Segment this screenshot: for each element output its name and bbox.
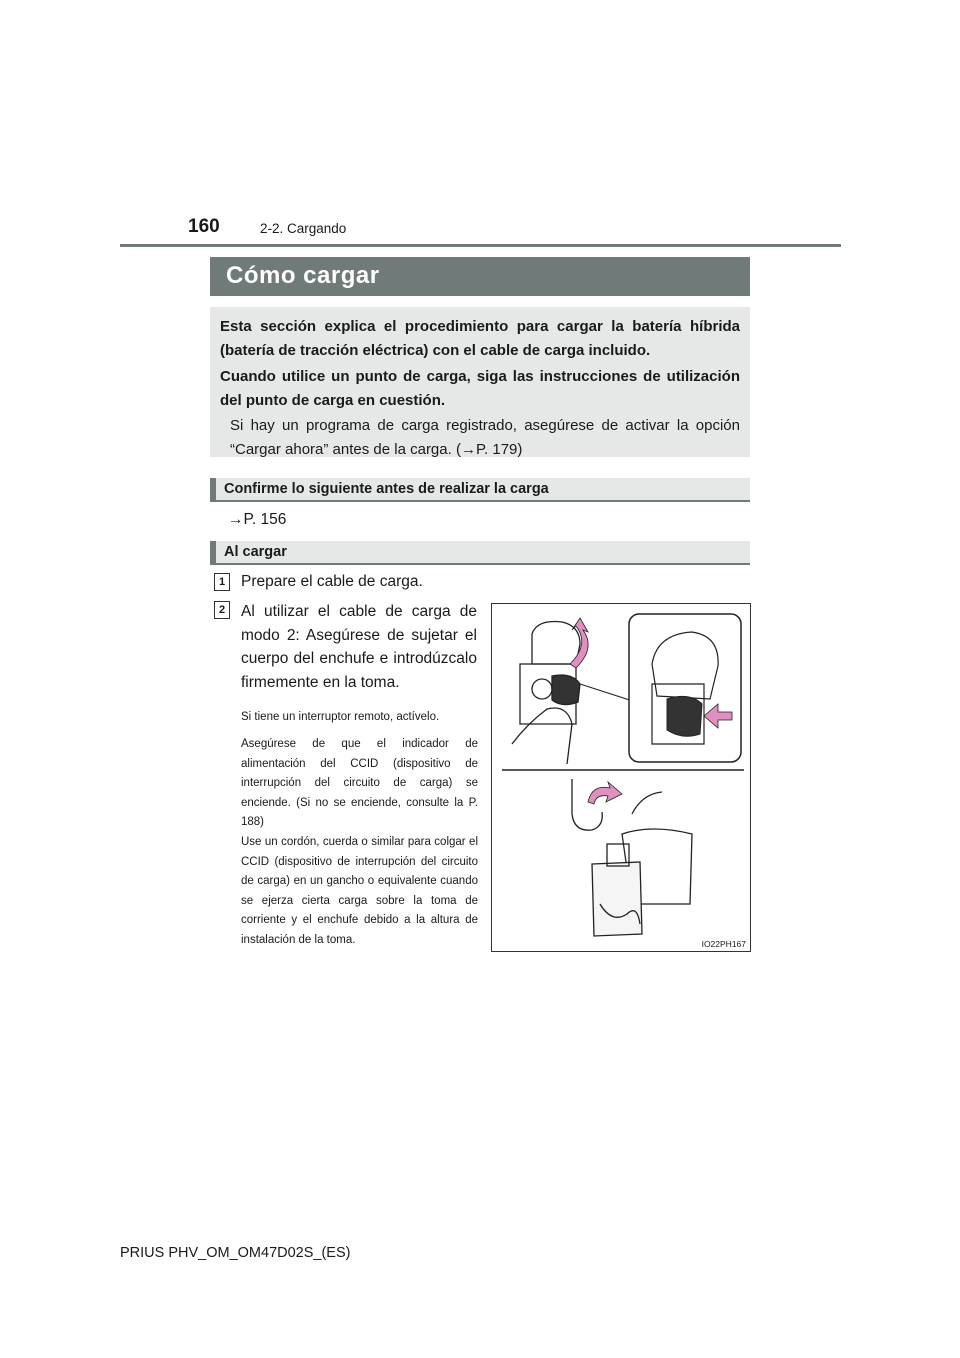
section-title-bar — [210, 257, 750, 296]
lift-arrow-icon — [570, 618, 588, 668]
header-rule — [120, 244, 841, 247]
intro-box — [210, 307, 750, 457]
detail-inset — [629, 614, 741, 762]
subsection-bar — [210, 478, 216, 502]
subsection-bar — [210, 541, 216, 565]
subsection-title-charging: Al cargar — [224, 544, 287, 560]
step-2-text: Al utilizar el cable de carga de modo 2: Asegúrese de sujetar el cuerpo del enchufe e introdúzcalo firmemente en la toma. — [241, 603, 477, 691]
plug-illustration-svg — [492, 604, 750, 951]
hook-arrow-icon — [588, 782, 622, 804]
note-remote-switch: Si tiene un interruptor remoto, actívelo. — [241, 711, 440, 723]
step-1-text: Prepare el cable de carga. — [241, 573, 423, 590]
socket-drawing — [512, 622, 580, 765]
intro-paragraph-1: Esta sección explica el procedimiento para cargar la batería híbrida (batería de tracción eléctrica) con el cable de carga incluido. — [220, 318, 740, 359]
note-hang-ccid: Use un cordón, cuerda o similar para colgar el CCID (dispositivo de interrupción del circuito de carga) en un gancho o equivalente cuando se ejerza cierta carga sobre la toma de corriente y el enchufe debido a la altura de instalación de la toma. — [241, 836, 478, 946]
step-number-1: 1 — [214, 573, 230, 591]
charging-illustration — [491, 603, 751, 952]
intro-paragraph-2: Cuando utilice un punto de carga, siga las instrucciones de utilización del punto de carga en cuestión. — [220, 368, 740, 409]
figure-code: IO22PH167 — [701, 939, 746, 949]
subsection-header-charging — [210, 541, 750, 565]
chapter-title: 2-2. Cargando — [260, 221, 347, 236]
intro-paragraph-3: Si hay un programa de carga registrado, asegúrese de activar la opción “Cargar ahora” antes de la carga. (→P. 179) — [230, 417, 740, 458]
subsection-title-confirm: Confirme lo siguiente antes de realizar la carga — [224, 481, 549, 497]
subsection-header-confirm — [210, 478, 750, 502]
page-number: 160 — [188, 216, 220, 237]
page-reference-link[interactable]: →P. 156 — [228, 511, 287, 528]
note-power-indicator: Asegúrese de que el indicador de alimentación del CCID (dispositivo de interrupción del circuito de carga) se enciende. (Si no se enciende, consulte la P. 188) — [241, 738, 478, 828]
step-number-2: 2 — [214, 601, 230, 619]
footer-doc-id: PRIUS PHV_OM_OM47D02S_(ES) — [120, 1245, 351, 1261]
section-title: Cómo cargar — [226, 262, 380, 289]
